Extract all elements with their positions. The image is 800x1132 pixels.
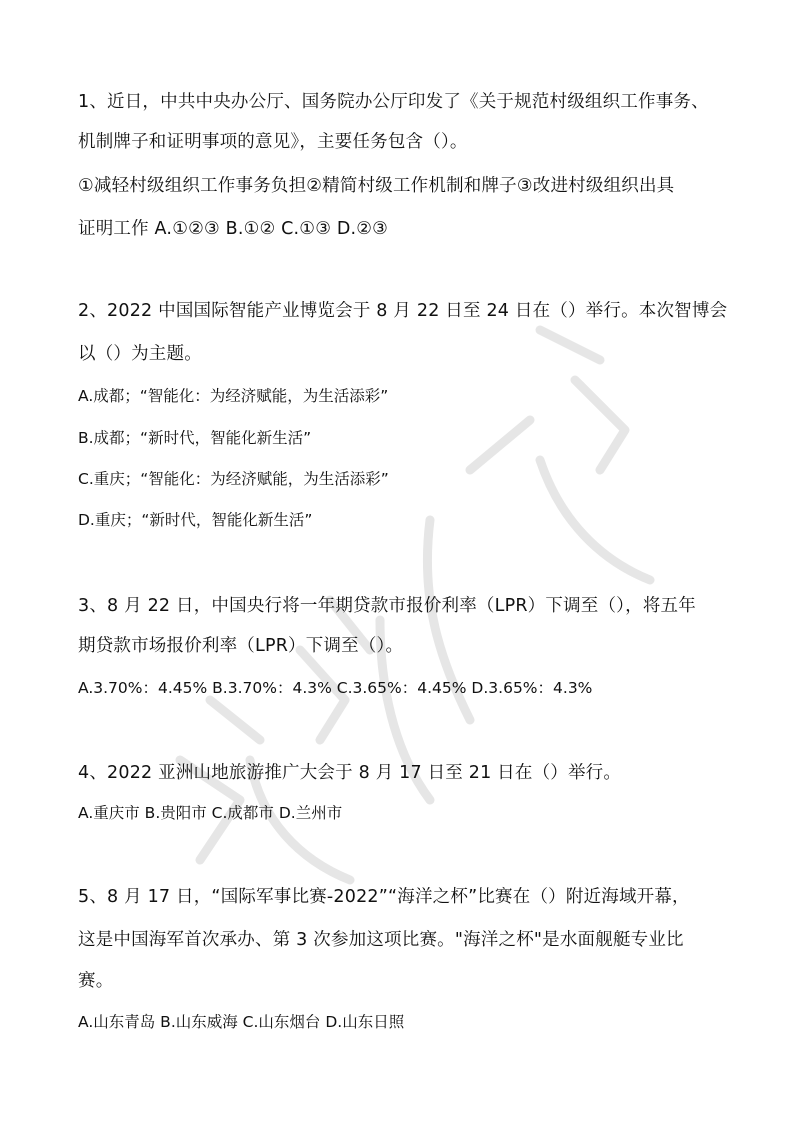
question-2-option-b: B.成都；“新时代，智能化新生活” xyxy=(78,429,312,447)
question-2-option-a: A.成都；“智能化：为经济赋能，为生活添彩” xyxy=(78,387,389,405)
question-3-line-1: 3、8 月 22 日，中国央行将一年期贷款市报价利率（LPR）下调至（），将五年 xyxy=(78,596,696,616)
question-1-line-2: 机制牌子和证明事项的意见》，主要任务包含（）。 xyxy=(78,132,468,152)
question-2-line-1: 2、2022 中国国际智能产业博览会于 8 月 22 日至 24 日在（）举行。本次智博会 xyxy=(78,301,728,321)
question-3-options: A.3.70%：4.45% B.3.70%：4.3% C.3.65%：4.45% D.3.65%：4.3% xyxy=(78,679,593,697)
question-2-line-2: 以（）为主题。 xyxy=(78,344,202,364)
question-4-line-1: 4、2022 亚洲山地旅游推广大会于 8 月 17 日至 21 日在（）举行。 xyxy=(78,763,622,783)
question-1-line-4: 证明工作 A.①②③ B.①② C.①③ D.②③ xyxy=(78,219,389,239)
question-4-options: A.重庆市 B.贵阳市 C.成都市 D.兰州市 xyxy=(78,804,343,822)
question-1-line-1: 1、近日，中共中央办公厅、国务院办公厅印发了《关于规范村级组织工作事务、 xyxy=(78,92,709,112)
question-1-line-3: ①减轻村级组织工作事务负担②精简村级工作机制和牌子③改进村级组织出具 xyxy=(78,176,675,196)
question-5-options: A.山东青岛 B.山东威海 C.山东烟台 D.山东日照 xyxy=(78,1013,405,1031)
question-2-option-d: D.重庆；“新时代，智能化新生活” xyxy=(78,511,313,529)
question-2-option-c: C.重庆；“智能化：为经济赋能，为生活添彩” xyxy=(78,470,389,488)
question-5-line-2: 这是中国海军首次承办、第 3 次参加这项比赛。"海洋之杯"是水面舰艇专业比 xyxy=(78,930,684,950)
question-3-line-2: 期贷款市场报价利率（LPR）下调至（）。 xyxy=(78,636,404,656)
question-5-line-3: 赛。 xyxy=(78,971,114,991)
question-5-line-1: 5、8 月 17 日，“国际军事比赛-2022”“海洋之杯”比赛在（）附近海域开幕， xyxy=(78,887,690,907)
